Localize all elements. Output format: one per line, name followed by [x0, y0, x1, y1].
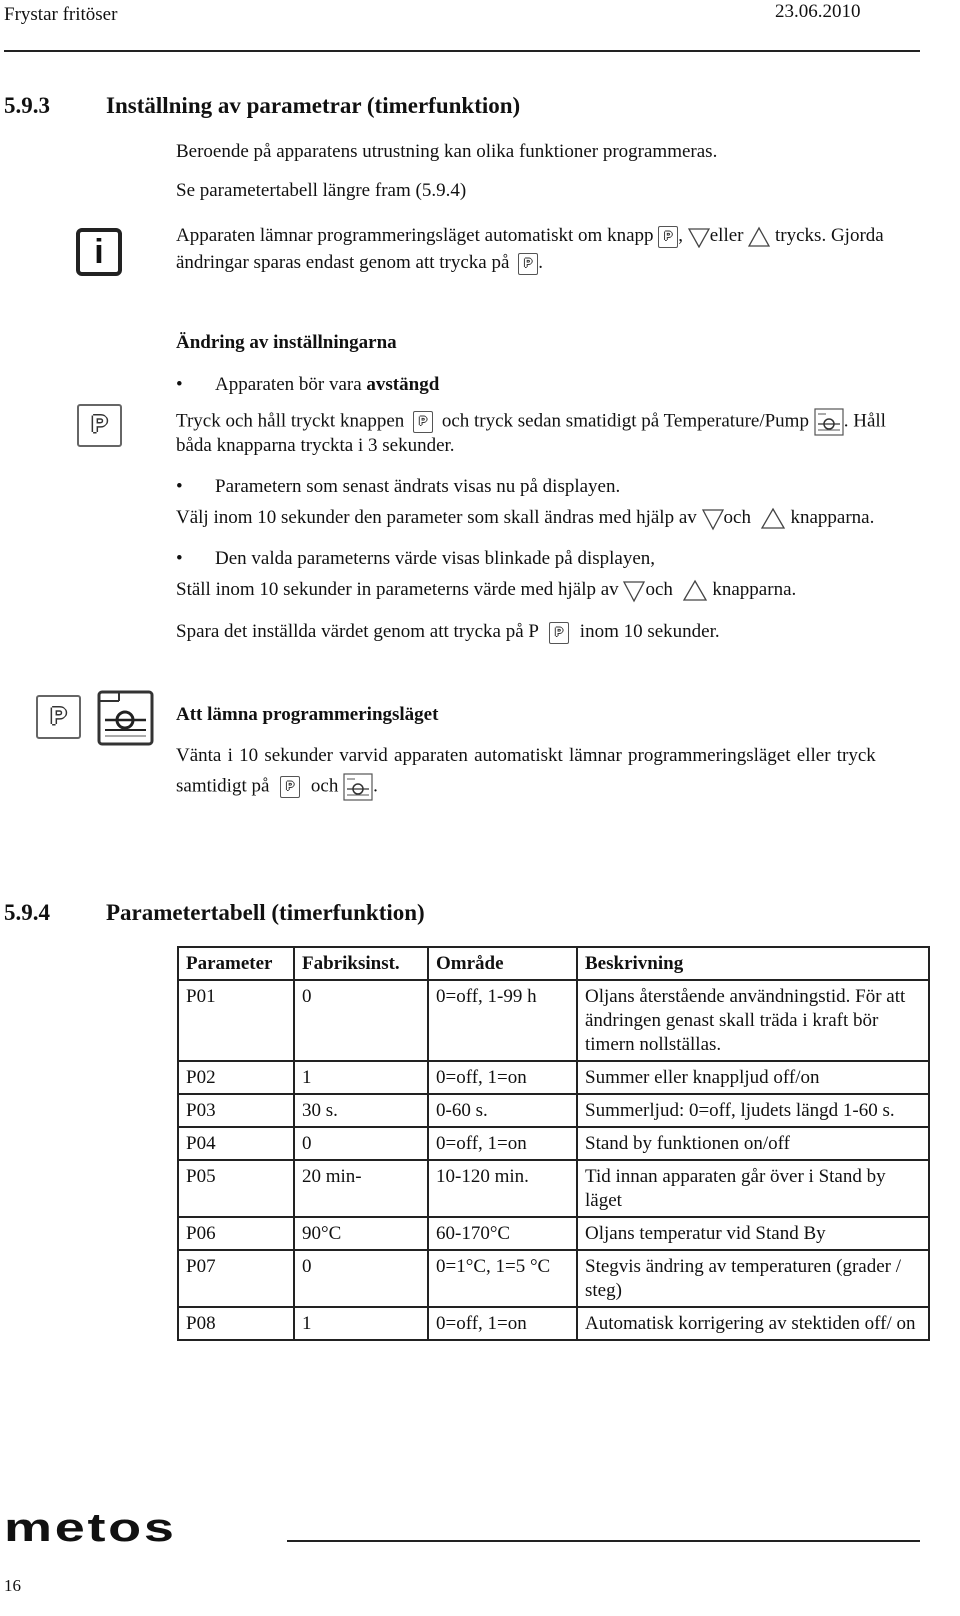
down-arrow-icon	[702, 507, 724, 531]
down-arrow-icon	[623, 579, 645, 603]
leave-line-2-b: .	[373, 775, 378, 797]
table-cell: P01	[178, 980, 294, 1061]
header-title: Frystar fritöser	[4, 4, 118, 25]
table-row	[178, 1307, 929, 1340]
p-button-icon: P	[658, 226, 678, 248]
leave-line-2	[176, 773, 378, 801]
table-header-cell: Område	[428, 947, 577, 980]
header-rule	[4, 50, 920, 52]
table-cell: P03	[178, 1094, 294, 1127]
change-line-5	[176, 506, 874, 531]
table-cell: Oljans temperatur vid Stand By	[577, 1217, 929, 1250]
header-date: 23.06.2010	[775, 1, 861, 22]
p-button-icon: P	[549, 622, 569, 644]
table-row	[178, 1094, 929, 1127]
intro-text: Beroende på apparatens utrustning kan olika funktioner programmeras.	[176, 141, 718, 162]
table-cell: 0=off, 1=on	[428, 1061, 577, 1094]
table-row	[178, 1127, 929, 1160]
table-cell: P04	[178, 1127, 294, 1160]
parameter-table	[177, 946, 930, 1341]
change-bullet-2: Parametern som senast ändrats visas nu på displayen.	[215, 476, 621, 497]
table-cell: 0	[294, 1250, 428, 1307]
p-button-icon: P	[413, 411, 433, 433]
leave-heading: Att lämna programmeringsläget	[176, 704, 439, 725]
table-cell: 20 min-	[294, 1160, 428, 1217]
section-number: 5.9.4	[4, 900, 50, 925]
change-heading: Ändring av inställningarna	[176, 332, 397, 353]
bullet: •	[176, 374, 183, 395]
table-cell: 10-120 min.	[428, 1160, 577, 1217]
change-line-2-b: och tryck sedan smatidigt på Temperature/Pump	[441, 410, 809, 432]
page-number: 16	[4, 1576, 21, 1595]
table-cell: 90°C	[294, 1217, 428, 1250]
table-cell: Automatisk korrigering av stektiden off/ on	[577, 1307, 929, 1340]
table-row	[178, 980, 929, 1061]
table-cell: Stand by funktionen on/off	[577, 1127, 929, 1160]
change-line-5-och: och	[723, 507, 751, 528]
change-line-8-b: inom 10 sekunder.	[579, 621, 720, 642]
table-cell: P02	[178, 1061, 294, 1094]
table-row	[178, 1250, 929, 1307]
info-text-a: Apparaten lämnar programmeringsläget automatiskt om knapp	[176, 225, 654, 246]
info-period: .	[538, 252, 543, 273]
change-line-2-a: Tryck och håll tryckt knappen	[176, 410, 405, 432]
table-cell: 0=off, 1=on	[428, 1127, 577, 1160]
p-button-large-icon: P	[36, 695, 81, 739]
table-row	[178, 1217, 929, 1250]
footer-rule	[287, 1540, 920, 1542]
table-cell: 0-60 s.	[428, 1094, 577, 1127]
info-icon-glyph: i	[94, 233, 104, 271]
bullet: •	[176, 548, 183, 569]
table-header-cell: Parameter	[178, 947, 294, 980]
p-button-large-icon: P	[77, 404, 122, 447]
metos-logo: metos	[4, 1506, 177, 1550]
change-bullet-1-text: Apparaten bör vara	[215, 374, 367, 395]
leave-line-1: Vänta i 10 sekunder varvid apparaten automatiskt lämnar programmeringsläget eller tryck	[176, 745, 876, 766]
change-bullet-1	[215, 373, 439, 397]
temperature-pump-icon	[814, 408, 844, 436]
table-header-cell: Beskrivning	[577, 947, 929, 980]
table-cell: Oljans återstående användningstid. För att ändringen genast skall träda i kraft bör timern nollställas.	[577, 980, 929, 1061]
info-icon	[76, 228, 122, 276]
p-button-icon: P	[280, 776, 300, 798]
table-header-row	[178, 947, 929, 980]
section-number: 5.9.3	[4, 93, 50, 118]
leave-line-2-och: och	[310, 775, 339, 797]
change-line-2-c: . Håll	[843, 410, 886, 432]
table-header-cell: Fabriksinst.	[294, 947, 428, 980]
change-line-8	[176, 620, 720, 644]
change-line-5-b: knapparna.	[790, 507, 875, 528]
table-cell: Tid innan apparaten går över i Stand by läget	[577, 1160, 929, 1217]
table-cell: 1	[294, 1307, 428, 1340]
temperature-pump-icon	[343, 773, 373, 801]
table-cell: 30 s.	[294, 1094, 428, 1127]
change-line-7	[176, 578, 796, 603]
table-cell: P06	[178, 1217, 294, 1250]
up-arrow-icon	[682, 579, 708, 603]
section-title: Inställning av parametrar (timerfunktion)	[106, 93, 521, 118]
table-cell: P05	[178, 1160, 294, 1217]
change-bullet-3: Den valda parameterns värde visas blinkade på displayen,	[215, 548, 656, 569]
table-row	[178, 1160, 929, 1217]
info-line-1	[176, 224, 884, 248]
intro-reference: Se parametertabell längre fram (5.9.4)	[176, 180, 467, 201]
table-cell: 0	[294, 1127, 428, 1160]
table-cell: Stegvis ändring av temperaturen (grader / steg)	[577, 1250, 929, 1307]
section-title: Parametertabell (timerfunktion)	[106, 900, 425, 925]
up-arrow-icon	[748, 226, 770, 248]
table-cell: 0	[294, 980, 428, 1061]
info-text-b: trycks. Gjorda	[775, 225, 884, 246]
change-line-7-a: Ställ inom 10 sekunder in parameterns värde med hjälp av	[176, 579, 619, 600]
change-line-3: båda knapparna tryckta i 3 sekunder.	[176, 435, 455, 456]
table-cell: 0=off, 1=on	[428, 1307, 577, 1340]
info-line-2	[176, 251, 543, 275]
table-cell: 0=1°C, 1=5 °C	[428, 1250, 577, 1307]
table-cell: 60-170°C	[428, 1217, 577, 1250]
change-line-8-a: Spara det inställda värdet genom att trycka på P	[176, 621, 539, 642]
leave-line-2-a: samtidigt på	[176, 775, 270, 797]
table-cell: P08	[178, 1307, 294, 1340]
down-arrow-icon	[688, 226, 710, 248]
info-comma: ,	[678, 225, 683, 246]
table-row	[178, 1061, 929, 1094]
up-arrow-icon	[760, 507, 786, 531]
table-cell: Summerljud: 0=off, ljudets längd 1-60 s.	[577, 1094, 929, 1127]
table-cell: 1	[294, 1061, 428, 1094]
change-line-2	[176, 408, 886, 436]
change-bullet-1-bold: avstängd	[366, 374, 440, 395]
info-eller: eller	[709, 225, 744, 246]
temperature-pump-large-icon	[97, 690, 154, 746]
change-line-7-b: knapparna.	[712, 579, 797, 600]
p-button-icon: P	[518, 253, 538, 275]
info-text-c: ändringar sparas endast genom att trycka på	[176, 252, 510, 273]
change-line-7-och: och	[645, 579, 673, 600]
bullet: •	[176, 476, 183, 497]
table-cell: Summer eller knappljud off/on	[577, 1061, 929, 1094]
table-cell: 0=off, 1-99 h	[428, 980, 577, 1061]
table-cell: P07	[178, 1250, 294, 1307]
change-line-5-a: Välj inom 10 sekunder den parameter som skall ändras med hjälp av	[176, 507, 697, 528]
